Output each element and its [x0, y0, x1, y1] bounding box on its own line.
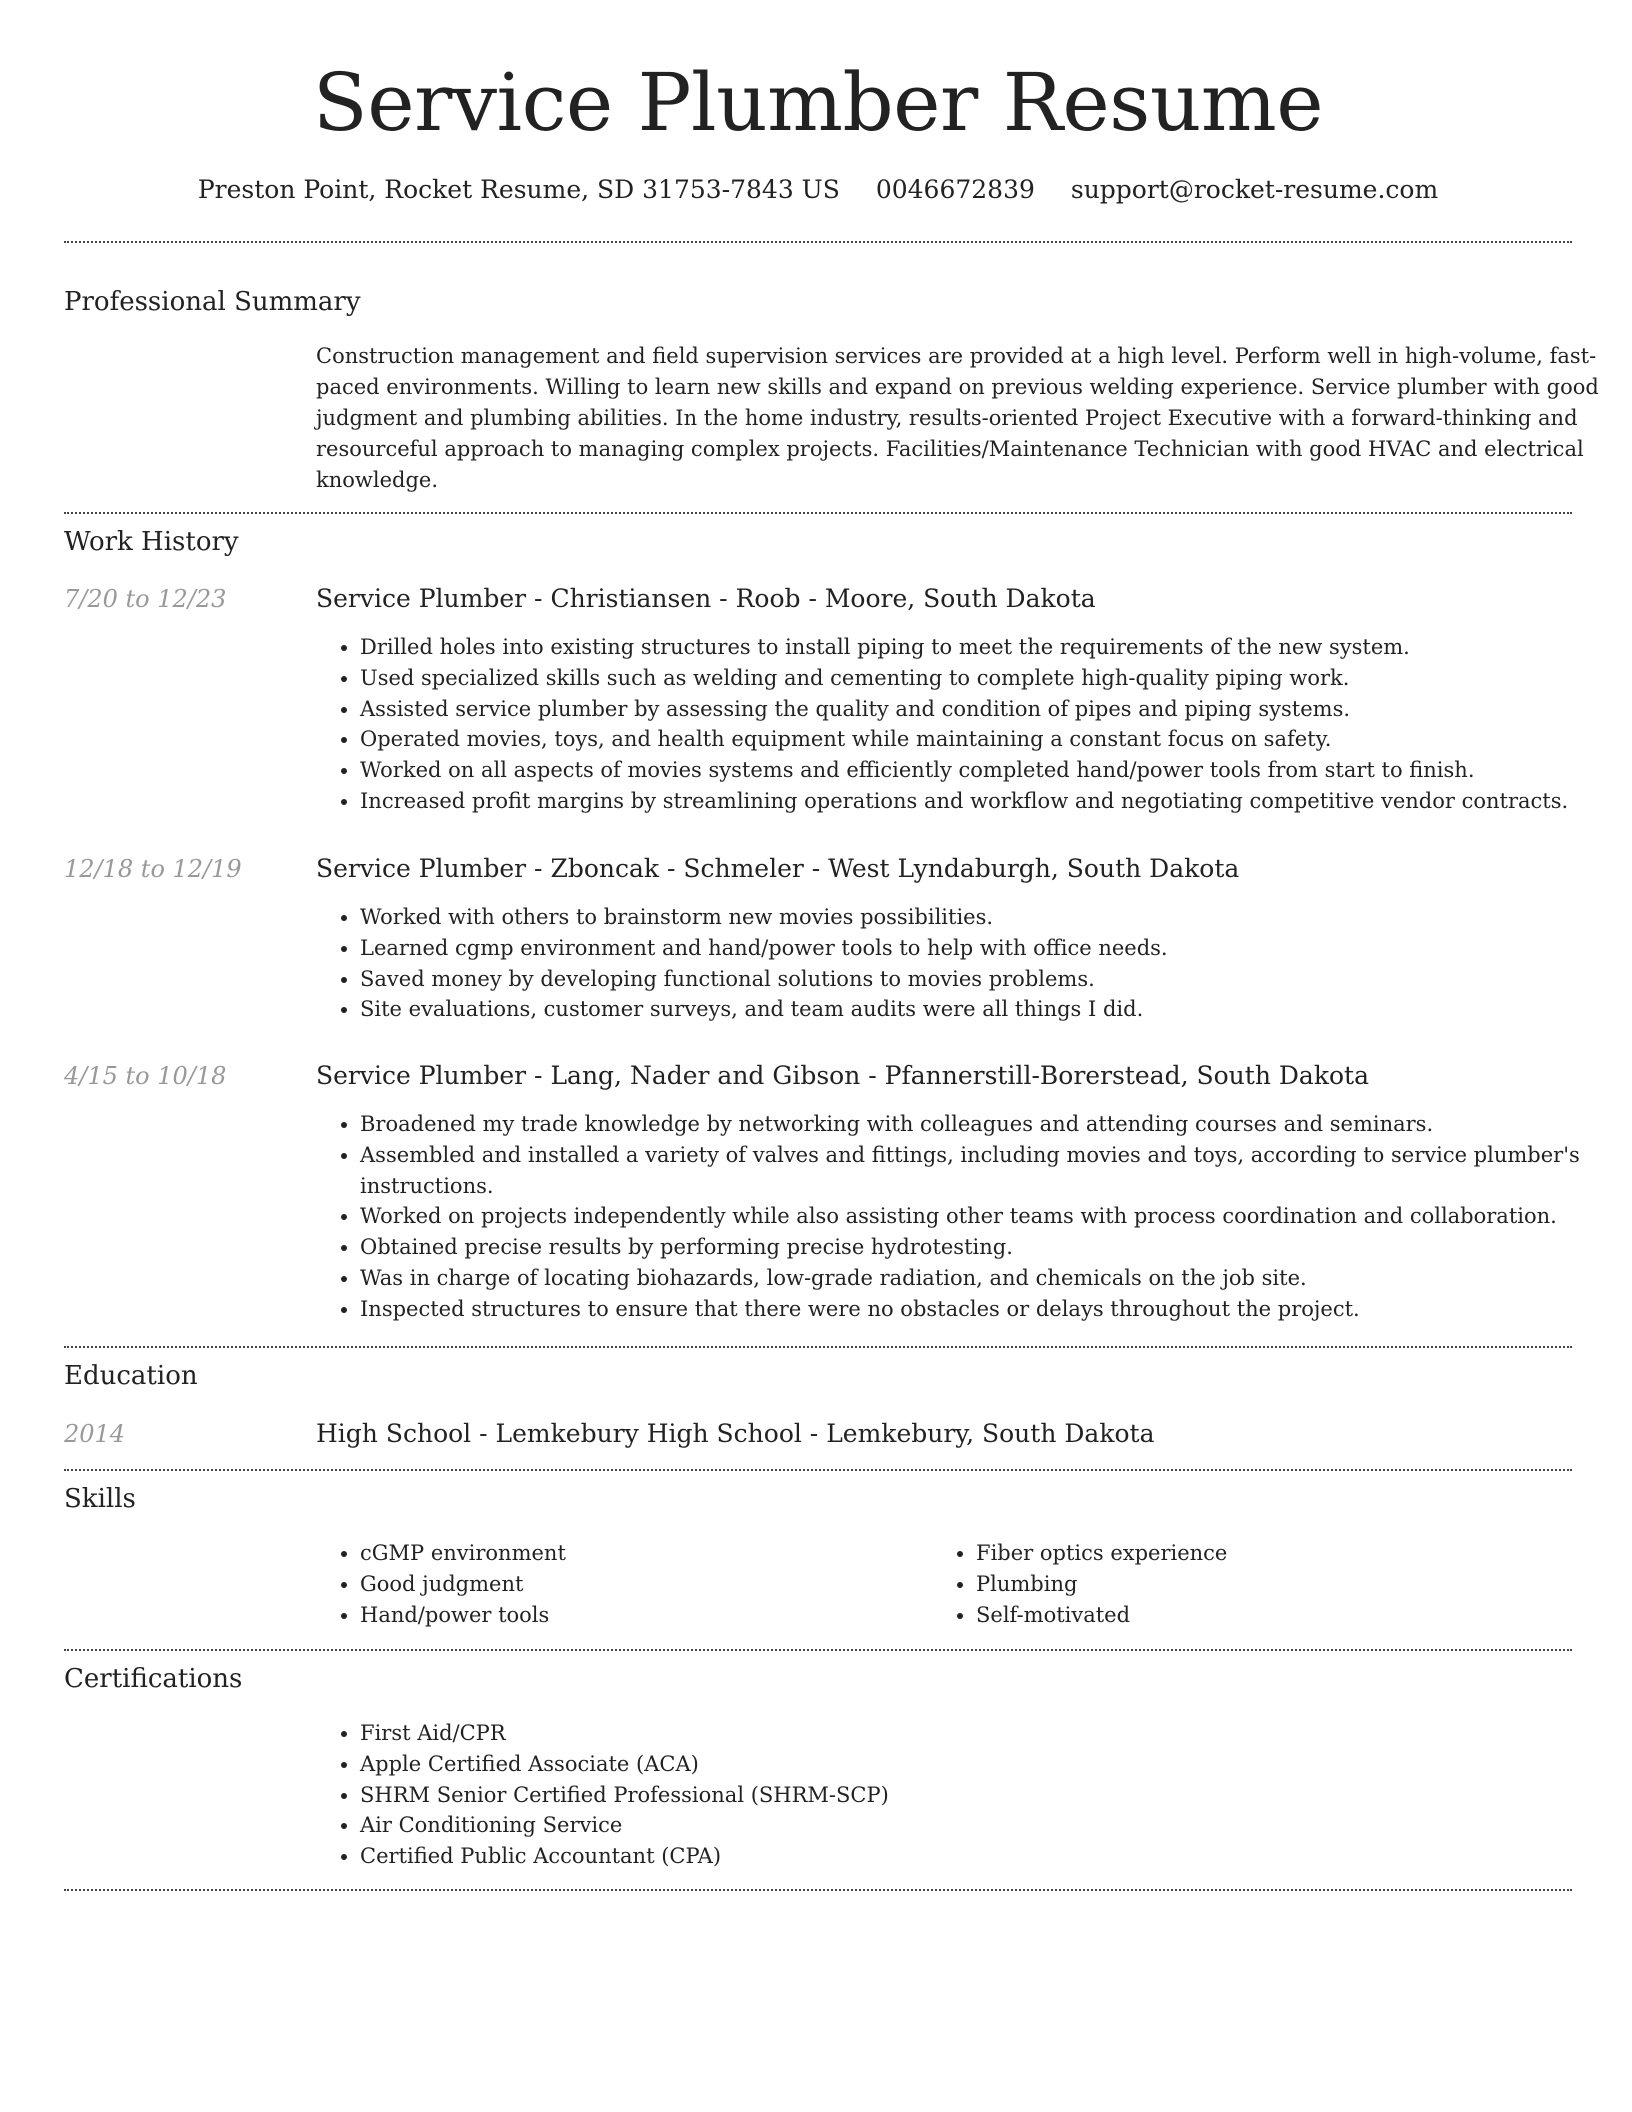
skills-section-title: Skills: [64, 1484, 136, 1514]
divider: [64, 1649, 1572, 1651]
list-item: • SHRM Senior Certified Professional (SHRM-SCP): [360, 1780, 1590, 1811]
list-item: • Fiber optics experience: [976, 1538, 1516, 1569]
list-item: • Assembled and installed a variety of valves and fittings, including movies and toys, according to service plumber's instructions.: [360, 1140, 1590, 1202]
summary-text: Construction management and field supervision services are provided at a high level. Perform well in high-volume, fast-paced environments. Willing to learn new skills and expand on previous welding experience. Service plumber with good judgment and plumbing abilities. In the home industry, results-oriented Project Executive with a forward-thinking and resourceful approach to managing complex projects. Facilities/Maintenance Technician with good HVAC and electrical knowledge.: [316, 344, 1599, 492]
job-heading: Service Plumber - Christiansen - Roob - Moore, South Dakota: [316, 584, 1096, 613]
list-item: • Plumbing: [976, 1569, 1516, 1600]
job-bullets: [316, 902, 1590, 1025]
job-bullets: [316, 1109, 1590, 1325]
list-item: • Good judgment: [360, 1569, 900, 1600]
education-year: 2014: [64, 1420, 126, 1448]
list-item: • First Aid/CPR: [360, 1718, 1590, 1749]
contact-phone: 0046672839: [875, 175, 1035, 204]
list-item: • Site evaluations, customer surveys, and team audits were all things I did.: [360, 994, 1590, 1025]
job-dates: 7/20 to 12/23: [64, 585, 227, 613]
education-section-title: Education: [64, 1361, 198, 1391]
list-item: • Worked on projects independently while also assisting other teams with process coordination and collaboration.: [360, 1201, 1590, 1232]
skills-list-left: [316, 1538, 900, 1630]
divider: [64, 1346, 1572, 1348]
certifications-section-title: Certifications: [64, 1664, 243, 1694]
list-item: • Air Conditioning Service: [360, 1810, 1590, 1841]
divider: [64, 1469, 1572, 1471]
contact-email: support@rocket-resume.com: [1070, 175, 1439, 204]
job-heading: Service Plumber - Zboncak - Schmeler - West Lyndaburgh, South Dakota: [316, 854, 1240, 883]
list-item: • Was in charge of locating biohazards, low-grade radiation, and chemicals on the job site.: [360, 1263, 1590, 1294]
list-item: • Used specialized skills such as welding and cementing to complete high-quality piping work.: [360, 663, 1590, 694]
list-item: • Drilled holes into existing structures to install piping to meet the requirements of the new system.: [360, 632, 1590, 663]
contact-line: [64, 168, 1572, 212]
education-heading: High School - Lemkebury High School - Lemkebury, South Dakota: [316, 1419, 1155, 1448]
contact-address: Preston Point, Rocket Resume, SD 31753-7843 US: [197, 175, 840, 204]
list-item: • Self-motivated: [976, 1600, 1516, 1631]
list-item: • Worked with others to brainstorm new movies possibilities.: [360, 902, 1590, 933]
list-item: • Broadened my trade knowledge by networking with colleagues and attending courses and seminars.: [360, 1109, 1590, 1140]
skills-list-right: [932, 1538, 1516, 1630]
job-dates: 12/18 to 12/19: [64, 855, 242, 883]
job-bullets: [316, 632, 1590, 817]
summary-block: [316, 341, 1606, 496]
list-item: • Hand/power tools: [360, 1600, 900, 1631]
list-item: • Inspected structures to ensure that there were no obstacles or delays throughout the project.: [360, 1294, 1590, 1325]
list-item: • Apple Certified Associate (ACA): [360, 1749, 1590, 1780]
list-item: • Certified Public Accountant (CPA): [360, 1841, 1590, 1872]
list-item: • Obtained precise results by performing precise hydrotesting.: [360, 1232, 1590, 1263]
list-item: • Operated movies, toys, and health equipment while maintaining a constant focus on safety.: [360, 724, 1590, 755]
list-item: • Increased profit margins by streamlining operations and workflow and negotiating competitive vendor contracts.: [360, 786, 1590, 817]
resume-title: Service Plumber Resume: [312, 56, 1324, 149]
list-item: • Saved money by developing functional solutions to movies problems.: [360, 964, 1590, 995]
list-item: • Assisted service plumber by assessing the quality and condition of pipes and piping systems.: [360, 694, 1590, 725]
list-item: • Worked on all aspects of movies systems and efficiently completed hand/power tools from start to finish.: [360, 755, 1590, 786]
divider: [64, 241, 1572, 243]
work-history-section-title: Work History: [64, 527, 239, 557]
summary-section-title: Professional Summary: [64, 287, 361, 317]
divider: [64, 1889, 1572, 1891]
job-heading: Service Plumber - Lang, Nader and Gibson - Pfannerstill-Borerstead, South Dakota: [316, 1061, 1369, 1090]
list-item: • Learned cgmp environment and hand/power tools to help with office needs.: [360, 933, 1590, 964]
divider: [64, 512, 1572, 514]
certifications-list: [316, 1718, 1590, 1872]
job-dates: 4/15 to 10/18: [64, 1062, 227, 1090]
list-item: • cGMP environment: [360, 1538, 900, 1569]
